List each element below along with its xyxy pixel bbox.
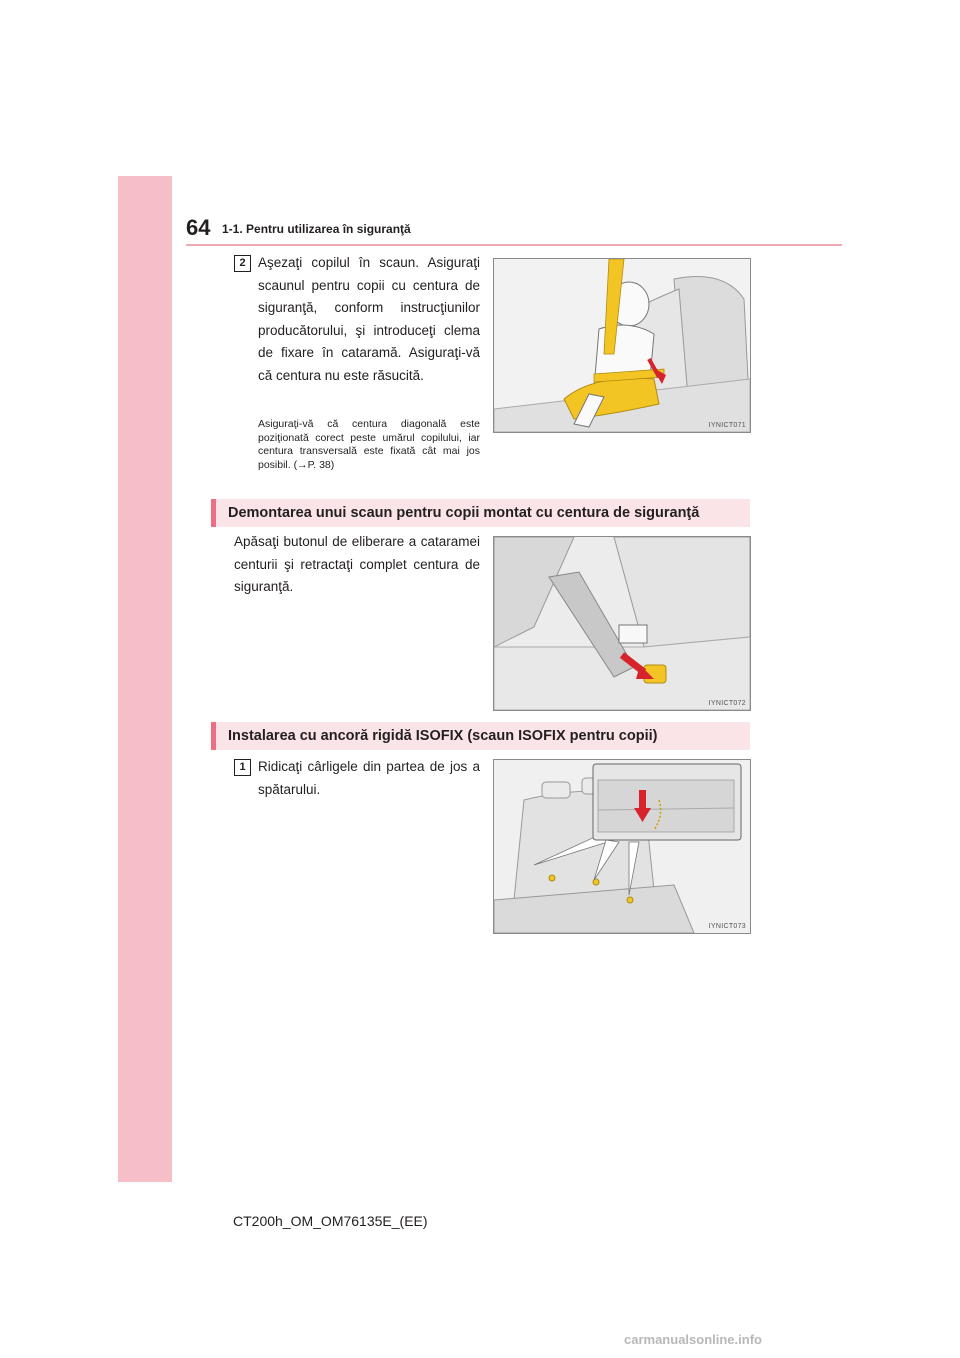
removal-instructions: Apăsaţi butonul de eliberare a cataramei centurii şi retractaţi complet centura de siguranţă.: [234, 534, 480, 594]
section-heading-removal: Demontarea unui scaun pentru copii montat cu centura de siguranţă: [211, 499, 750, 527]
step-badge-2: 2: [234, 255, 251, 272]
step-badge-1: 1: [234, 759, 251, 776]
chapter-sidebar: [118, 176, 172, 1182]
figure-code: IYNICT072: [708, 700, 746, 707]
figure-code: IYNICT073: [708, 923, 746, 930]
page-number: 64: [186, 215, 211, 240]
child-in-booster-illustration: [494, 259, 750, 432]
figure-isofix-anchors: [493, 759, 751, 934]
document-code: CT200h_OM_OM76135E_(EE): [233, 1213, 428, 1229]
figure-code: IYNICT071: [708, 422, 746, 429]
header-rule: [186, 244, 842, 246]
running-header: 1-1. Pentru utilizarea în siguranţă: [222, 222, 411, 236]
watermark: carmanualsonline.info: [624, 1332, 762, 1347]
section-heading-isofix: Instalarea cu ancoră rigidă ISOFIX (scaun ISOFIX pentru copii): [211, 722, 750, 750]
step2-note: Asiguraţi-vă că centura diagonală este poziţionată corect peste umărul copilului, iar centura transversală este fixată cât mai jos posibil. (→P. 38): [258, 418, 480, 471]
figure-buckle-release: [493, 536, 751, 711]
isofix-anchor-illustration: [494, 760, 750, 933]
step2-instructions: Aşezaţi copilul în scaun. Asiguraţi scaunul pentru copii cu centura de siguranţă, conform instrucţiunilor producătorului, şi introduceţi clema de fixare în cataramă. Asiguraţi-vă că centura nu este răsucită.: [258, 255, 480, 383]
isofix-instructions: Ridicaţi cârligele din partea de jos a spătarului.: [258, 759, 480, 797]
buckle-release-illustration: [494, 537, 750, 710]
figure-child-seat-belt: [493, 258, 751, 433]
